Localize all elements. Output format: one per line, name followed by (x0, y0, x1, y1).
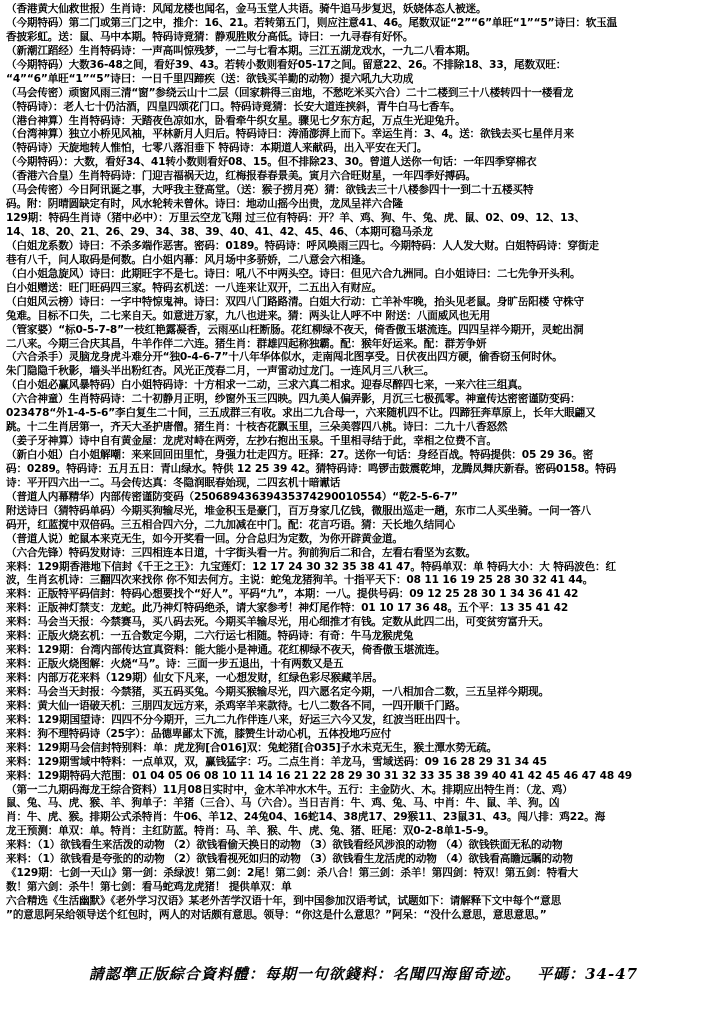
text-line: 来料：马会当天封报：今禁猪，买五码买兔。今期买猴输尽光，四六愿名定今期，一八相加合二数，三五呈祥今期现。 (6, 685, 550, 698)
text-line: （特码诗）：老人七十仍沽酒，四皇四颂花门口。特码诗竟猜：长安大道连挟斜，青牛白马七香车。 (6, 100, 461, 113)
text-line: （今期特码）第二门或第三门之中，推介：16、21。若转第五门，则应注意41、46。尾数双证“2”“6”单旺“1”“5”诗曰：软玉温 (6, 16, 618, 29)
text-line: （港台神算）生肖特码诗：天踏夜色凉如水，卧看牵牛织女星。骤见七夕东方起，万点生光迎兔升。 (6, 114, 466, 127)
text-line: 来料：（1）欲钱看生来活泼的动物 （2）欲钱看偷天换日的动物 （3）欲钱看经风涉浪的动物 （4）欲钱铁面无私的动物 (6, 839, 563, 852)
text-line: 来料：129期雪域中特料：一点单双，双，赢钱猛字：巧。二点生肖：羊龙马，雪域送码：09 16 28 29 31 34 45 (6, 755, 547, 768)
text-line: （今期特码）大数36-48之间，看好39、43。若转小数则看好05-17之间。留意22、26。不排除18、33，尾数双旺： (6, 58, 567, 71)
text-line: 跳。十二生肖居第一，齐天大圣护唐僧。猪生肖：十枝杏花飘玉里，三朵美蓉四八桃。诗曰：二九十八香怒然 (6, 421, 508, 434)
text-line: 来料：（1）欲钱看是夸张的的动物 （2）欲钱看视死如归的动物 （3）欲钱看生龙活虎的动物 （4）欲钱看高瞻远瞩的动物 (6, 853, 573, 866)
text-line: （六合杀手）灵脑龙身虎斗难分开“独0-4-6-7”十八年华体似水，走南闯北图享受。日伏夜出四方硬，偷香窃玉何时休。 (6, 351, 563, 364)
text-line: 波，生肖玄机诗：三翻四次来找你 你不知去何方。主说：蛇兔龙猪狗羊。十指平天下：08 11 16 19 25 28 30 32 41 44。 (6, 574, 594, 587)
text-line: 来料：狗不理特码诗（25字）：品德卑鄙太下流，膝赞生计动心机，五体投地巧应付 (6, 727, 392, 740)
text-line: 来料：黄大仙一语破天机：三朋四友远方来，杀鸡宰羊来款待。七八二数各不同，一四开顺千门路。 (6, 699, 466, 712)
text-line: ”的意思阿呆给领导送个红包时，两人的对话颇有意思。领导：“你这是什么意思？”阿呆：“没什么意思，意思意思。” (6, 908, 547, 921)
text-line: （白小姐必赢风暴特码）白小姐特码诗：十方相求一二动，三求六真二相求。迎春尽醉四七来，一来六往三组真。 (6, 379, 529, 392)
text-line: （新潮江蹈经）生肖特码诗：一声高叫惊残梦，一二与七看本期。三江五湖龙戏水，一九二八看本期。 (6, 44, 476, 57)
text-line: 来料：129期马会信封特别料：单：虎龙狗[合016]双：兔蛇猪[合035]子水未克无生，猴土潭水势无疏。 (6, 741, 498, 754)
text-line: 码：0289。特码诗：五月五日：青山绿水。特供 12 25 39 42。猜特码诗：鸣锣击鼓震乾坤，龙腾凤舞庆新春。密码0158。特码 (6, 462, 617, 475)
text-line: 白小姐赠送：旺门旺码四三家。特码玄机送：一八连来让双开，二五出入有财应。 (6, 281, 382, 294)
text-line: 诗：平开四六出一二。马会传达真：冬隐润眠春始现，二四玄机十暗谳话 (6, 476, 341, 489)
text-line: 龙王预测：单双：单。特肖：主红防蓝。特肖：马、羊、猴、牛、虎、兔、猪、旺尾：双0-2-8单1-5-9。 (6, 825, 495, 838)
text-line: 鼠、兔、马、虎、猴、羊、狗单子：羊猪（三合）、马（六合）。当日吉肖：牛、鸡、兔、马、中肖：牛、鼠、羊、狗。凶 (6, 797, 560, 810)
text-line: 二八来。今期三合庆其昌，牛羊作伴二六连。猪生肖：群雄四起称独霸。配：猴年好运来。配：群芳争妍 (6, 337, 487, 350)
text-line: （台湾神算）独立小桥见风袖，平林新月人归后。特码诗曰：涛涌澎湃上而下。幸运生肖：3、4。送：欲钱去买七星伴月来 (6, 128, 574, 141)
text-line: 023478“外1-4-5-6”李白复生二十间，三五成群三有收。求出二九合母一，六来随机四不让。四蹄狂奔草原上，长年大眼翩又 (6, 407, 596, 420)
text-line: 来料：正版神灯禁支：龙蛇。此乃神灯特码绝杀，请大家参考！神灯尾作特：01 10 17 36 48。五个平：13 35 41 42 (6, 602, 569, 615)
text-line: 来料：129期香港地下信封《千王之王》：九宝莲灯：12 17 24 30 32 35 38 41 47。特码单双：单 特码大小：大 特码波色：红 (6, 560, 616, 573)
footer-slogan: 請認準正版綜合資料體：每期一句欲錢料：名聞四海留奇迹。 平碼：34-47 (88, 965, 639, 983)
text-line: （六合神童）生肖特码诗：二十初静月正明，纱窗外玉三四映。四九美人偏弄影，月沉三七极孤零。神童传达密密谨防变码： (6, 393, 581, 406)
text-line: 码开，红蓝搅中双倍码。三五相合四六分，二九加减在中门。配：花言巧语。猜：天长地久结同心 (6, 518, 456, 531)
text-line: （白姐风云榜）诗曰：一字中特惊鬼神。诗曰：双四八门路路清。白姐大行动：亡羊补牢晚，抬头见老鼠。身旷岳阳楼 守株守 (6, 295, 584, 308)
text-line: （六合先锋）特码发财诗：三四相连本日道，十字街头看一片。狗前狗后二和合，左看右看坚为玄数。 (6, 546, 476, 559)
text-line: （姜子牙神算）诗中自有黄金屋：龙虎对峙在两旁，左抄右抱出玉泉。千里相寻结于此，幸相之位费不言。 (6, 435, 497, 448)
text-line: 肖：牛、虎、猴。排期公式杀特肖：牛06、羊12、24兔04、16蛇14、38虎17、29猴11、23鼠31、43。闯八排：鸡22。海 (6, 811, 606, 824)
text-line: 《129期：七剑一天山》第一剑：杀绿波！第二剑：2尾！第二剑：杀八合！第三剑：杀羊！第四剑：特双！第五剑：特看大 (6, 867, 578, 880)
text-line: （马会传密）今日阿讯诞之事，大呼我主登高堂。（送：猴子捞月亮）猜：欲钱去三十八楼参四十一到二十五楼买特 (6, 184, 534, 197)
text-line: （今期特码）：大数，看好34、41转小数则看好08、15。但不排除23、30。曾道人送你一句话：一年四季穿棉衣 (6, 156, 537, 169)
text-line: （白小姐急旋风）诗曰：此期旺字不是七。诗曰：吼八不中两头空。诗曰：但见六合九洲同。白小姐诗曰：二七先争开头利。 (6, 267, 581, 280)
text-line: （香港六合皇）生肖特码诗：门迎吉福祸天边，红梅报春春景美。寅月六合旺财星，一年四季好搏码。 (6, 170, 476, 183)
text-line: 来料：129期国望诗：四四不分今期开，三九二九作伴连八来，好运三六今又发，红波当旺出四十。 (6, 713, 467, 726)
text-line: 来料：内部万花来料（129期）仙女下凡来，一心想发财，红绿色彩尽猴藏羊居。 (6, 672, 383, 684)
text-line: （特码诗）天旋地转人惟怕，七零八落泪垂下 特码诗：本期道人来献码，出入平安在天门。 (6, 142, 428, 155)
text-line: 来料：马会当天报：今禁赛马，买八码去死。今期买羊输尽光，用心细推才有钱。定数从此四二出，可变贫穷富升天。 (6, 616, 550, 629)
text-line: 129期：特码生肖诗（猪中必中）：万里云空龙飞翔 过三位有特码：开？羊、鸡、狗、牛、兔、虎、鼠、02、09、12、13、 (6, 212, 585, 225)
text-line: 兔难。目标不口失，二七来自天。如意进万家，九八也进来。猜：两头让人呼不中 附送：八面威风也无用 (6, 309, 490, 322)
text-line: （普道人说）蛇鼠本来克无生，如今开奖看一回。分合总归为定数，为你开辟黄金道。 (6, 532, 403, 545)
text-line: 14、18、20、21、26、29、34、38、39、40、41、42、45、46、（本期可稳马杀龙 (6, 226, 433, 238)
article-body (6, 3, 721, 923)
text-line: （管家婆）“标0-5-7-8”一枝红艳露凝香，云雨巫山枉断肠。花红柳绿不夜天，倚香傲玉堪流连。四四呈祥今期开，灵蛇出洞 (6, 323, 584, 336)
text-line: “4”“6”单旺“1”“5”诗曰：一日千里四蹄疾（送：欲钱买羊勤的动物）提六吼九大功成 (6, 72, 414, 85)
text-line: （马会传密）顽窗风雨三清“窗”参绕云山十二层（回家耕得三亩地，不愁吃米买六合）二十二楼到三十八楼转四十一楼看龙 (6, 86, 574, 99)
text-line: （香港黄大仙救世报）生肖诗：风闻龙楼也闻名，金马玉堂人共语。骑牛追马步复迟，妖娆体态人被迷。 (6, 3, 487, 15)
text-line: 六合精选《生活幽默》《老外学习汉语》某老外苦学汉语十年，到中国参加汉语考试，试题如下：请解释下文中每个“意思 (6, 895, 562, 907)
text-line: 码。附：阴晴圆缺定有时，风水轮转未曾休。诗曰：地动山摇今出贵，龙凤呈祥六合隆 (6, 198, 403, 211)
text-line: 朱门隐隐千秋影，墙头半出粉红杏。风光正茂春二月，一声雷动过龙门。一连风月三八秋三。 (6, 365, 435, 378)
text-line: 来料：129期特码大范围：01 04 05 06 08 10 11 14 16 21 22 28 29 30 31 32 33 35 38 39 40 41 42 45 46 47 48 49 (6, 769, 633, 782)
text-line: 来料：129期：台湾内部传达宣真资料：能大能小是神通。花红柳绿不夜天，倚香傲玉堪流连。 (6, 644, 446, 657)
text-line: 来料：正版火烧图解：火烧“马”。诗：三面一步五退出，十有两数又是五 (6, 658, 344, 671)
text-line: （白姐龙系数）诗曰：不杀多端作恶害。密码：0189。特码诗：呼风唤雨三四七。今期特码：人人发大财。白姐特码诗：穿街走 (6, 239, 599, 252)
text-line: 数！第六剑：杀牛！第七剑：看马蛇鸡龙虎猪！ 提供单双：单 (6, 881, 292, 894)
text-line: （普道人内幕精华）内部传密谨防变码（25068943639435374290010554）“乾2-5-6-7” (6, 490, 458, 503)
text-line: （第一二九期码海龙王综合资料）11月08日实时中，金木羊冲水木牛。五行：主金防火、木。排期应出特生肖：（龙、鸡） (6, 783, 573, 796)
text-line: 附送诗曰（猜特码单码）今期买狗输尽光，堆金积玉是豪门，百万身家几亿钱，微服出巡走一趟，东市二人买坐骑。一问一答八 (6, 504, 591, 517)
text-line: 来料：正版特平码信封：特码心想要找个“好人”。平码“九”，本期：一八。提供号码：09 12 25 28 30 1 34 36 41 42 (6, 588, 579, 601)
text-line: 来料：正版火烧玄机：一五合数定今期，二六行运七相随。特码诗：有奇：牛马龙猴虎兔 (6, 630, 414, 643)
text-line: （新白小姐）白小姐解嘲：来来回回田里忙，身强力壮走四方。旺择：27。送你一句话：身经百战。特码提供：05 29 36。密 (6, 449, 594, 461)
text-line: 香披彩虹。送：鼠、马中本期。特码诗竟猜：静观胜败分高低。诗曰：一九寻春有好怀。 (6, 30, 414, 43)
text-line: 巷有八千，问人取码是何数。白小姐内幕：风月场中多骄娇，二八意会六相逢。 (6, 253, 372, 266)
